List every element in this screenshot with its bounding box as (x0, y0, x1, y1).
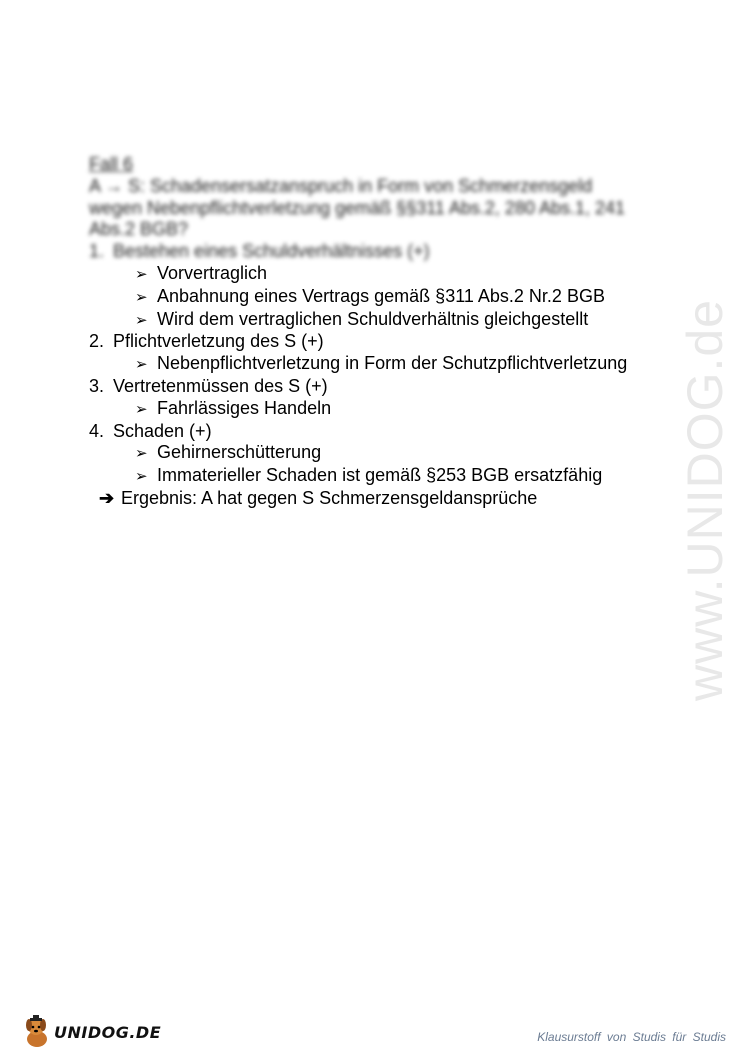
logo-text: UNIDOG.DE (54, 1022, 162, 1042)
arrow-bullet-icon: ➢ (135, 288, 148, 306)
list-item (89, 263, 669, 286)
section-number: 3. (89, 375, 105, 396)
case-title: Fall 6 (89, 154, 134, 174)
section-heading-text: Pflichtverletzung des S (+) (113, 331, 324, 352)
blurred-preview (89, 154, 669, 263)
section-number: 1. (89, 241, 105, 262)
arrow-bullet-icon: ➢ (135, 265, 148, 283)
list-item-text: Vorvertraglich (157, 262, 268, 283)
arrow-bullet-icon: ➢ (135, 468, 148, 486)
document-body (89, 154, 669, 510)
list-item-text: Nebenpflichtverletzung in Form der Schutzpflichtverletzung (157, 353, 628, 374)
list-item-text: Wird dem vertraglichen Schuldverhältnis gleichgestellt (157, 308, 589, 329)
arrow-right-icon: ➔ (99, 487, 115, 508)
list-item (89, 398, 669, 421)
case-question-line-1: A → S: Schadensersatzanspruch in Form von Schmerzensgeld (89, 175, 593, 196)
list-item-text: Anbahnung eines Vertrags gemäß §311 Abs.2 Nr.2 BGB (157, 285, 605, 306)
list-item (89, 353, 669, 376)
list-item-text: Fahrlässiges Handeln (157, 397, 332, 418)
section-heading (89, 376, 669, 398)
list-item (89, 442, 669, 465)
result-text: Ergebnis: A hat gegen S Schmerzensgeldansprüche (121, 487, 538, 508)
section-heading (89, 241, 669, 263)
dog-mascot-icon (22, 1015, 52, 1049)
arrow-bullet-icon: ➢ (135, 400, 148, 418)
list-item-text: Gehirnerschütterung (157, 442, 322, 463)
arrow-bullet-icon: ➢ (135, 356, 148, 374)
list-item-text: Immaterieller Schaden ist gemäß §253 BGB ersatzfähig (157, 465, 603, 486)
list-item (89, 309, 669, 332)
case-question-line-3: Abs.2 BGB? (89, 219, 189, 240)
footer-slogan: Klausurstoff von Studis für Studis (537, 1030, 726, 1044)
section-heading-text: Schaden (+) (113, 420, 212, 441)
watermark-text: www.UNIDOG.de (677, 299, 733, 701)
section-heading-text: Vertretenmüssen des S (+) (113, 375, 328, 396)
section-heading-text: Bestehen eines Schuldverhältnisses (+) (113, 241, 430, 262)
result-line (89, 488, 669, 510)
section-number: 4. (89, 420, 105, 441)
list-item (89, 465, 669, 488)
section-number: 2. (89, 331, 105, 352)
case-question-line-2: wegen Nebenpflichtverletzung gemäß §§311 Abs.2, 280 Abs.1, 241 (89, 197, 626, 218)
section-heading (89, 421, 669, 443)
arrow-bullet-icon: ➢ (135, 311, 148, 329)
unidog-logo[interactable] (22, 1012, 161, 1052)
section-heading (89, 331, 669, 353)
list-item (89, 286, 669, 309)
arrow-bullet-icon: ➢ (135, 445, 148, 463)
